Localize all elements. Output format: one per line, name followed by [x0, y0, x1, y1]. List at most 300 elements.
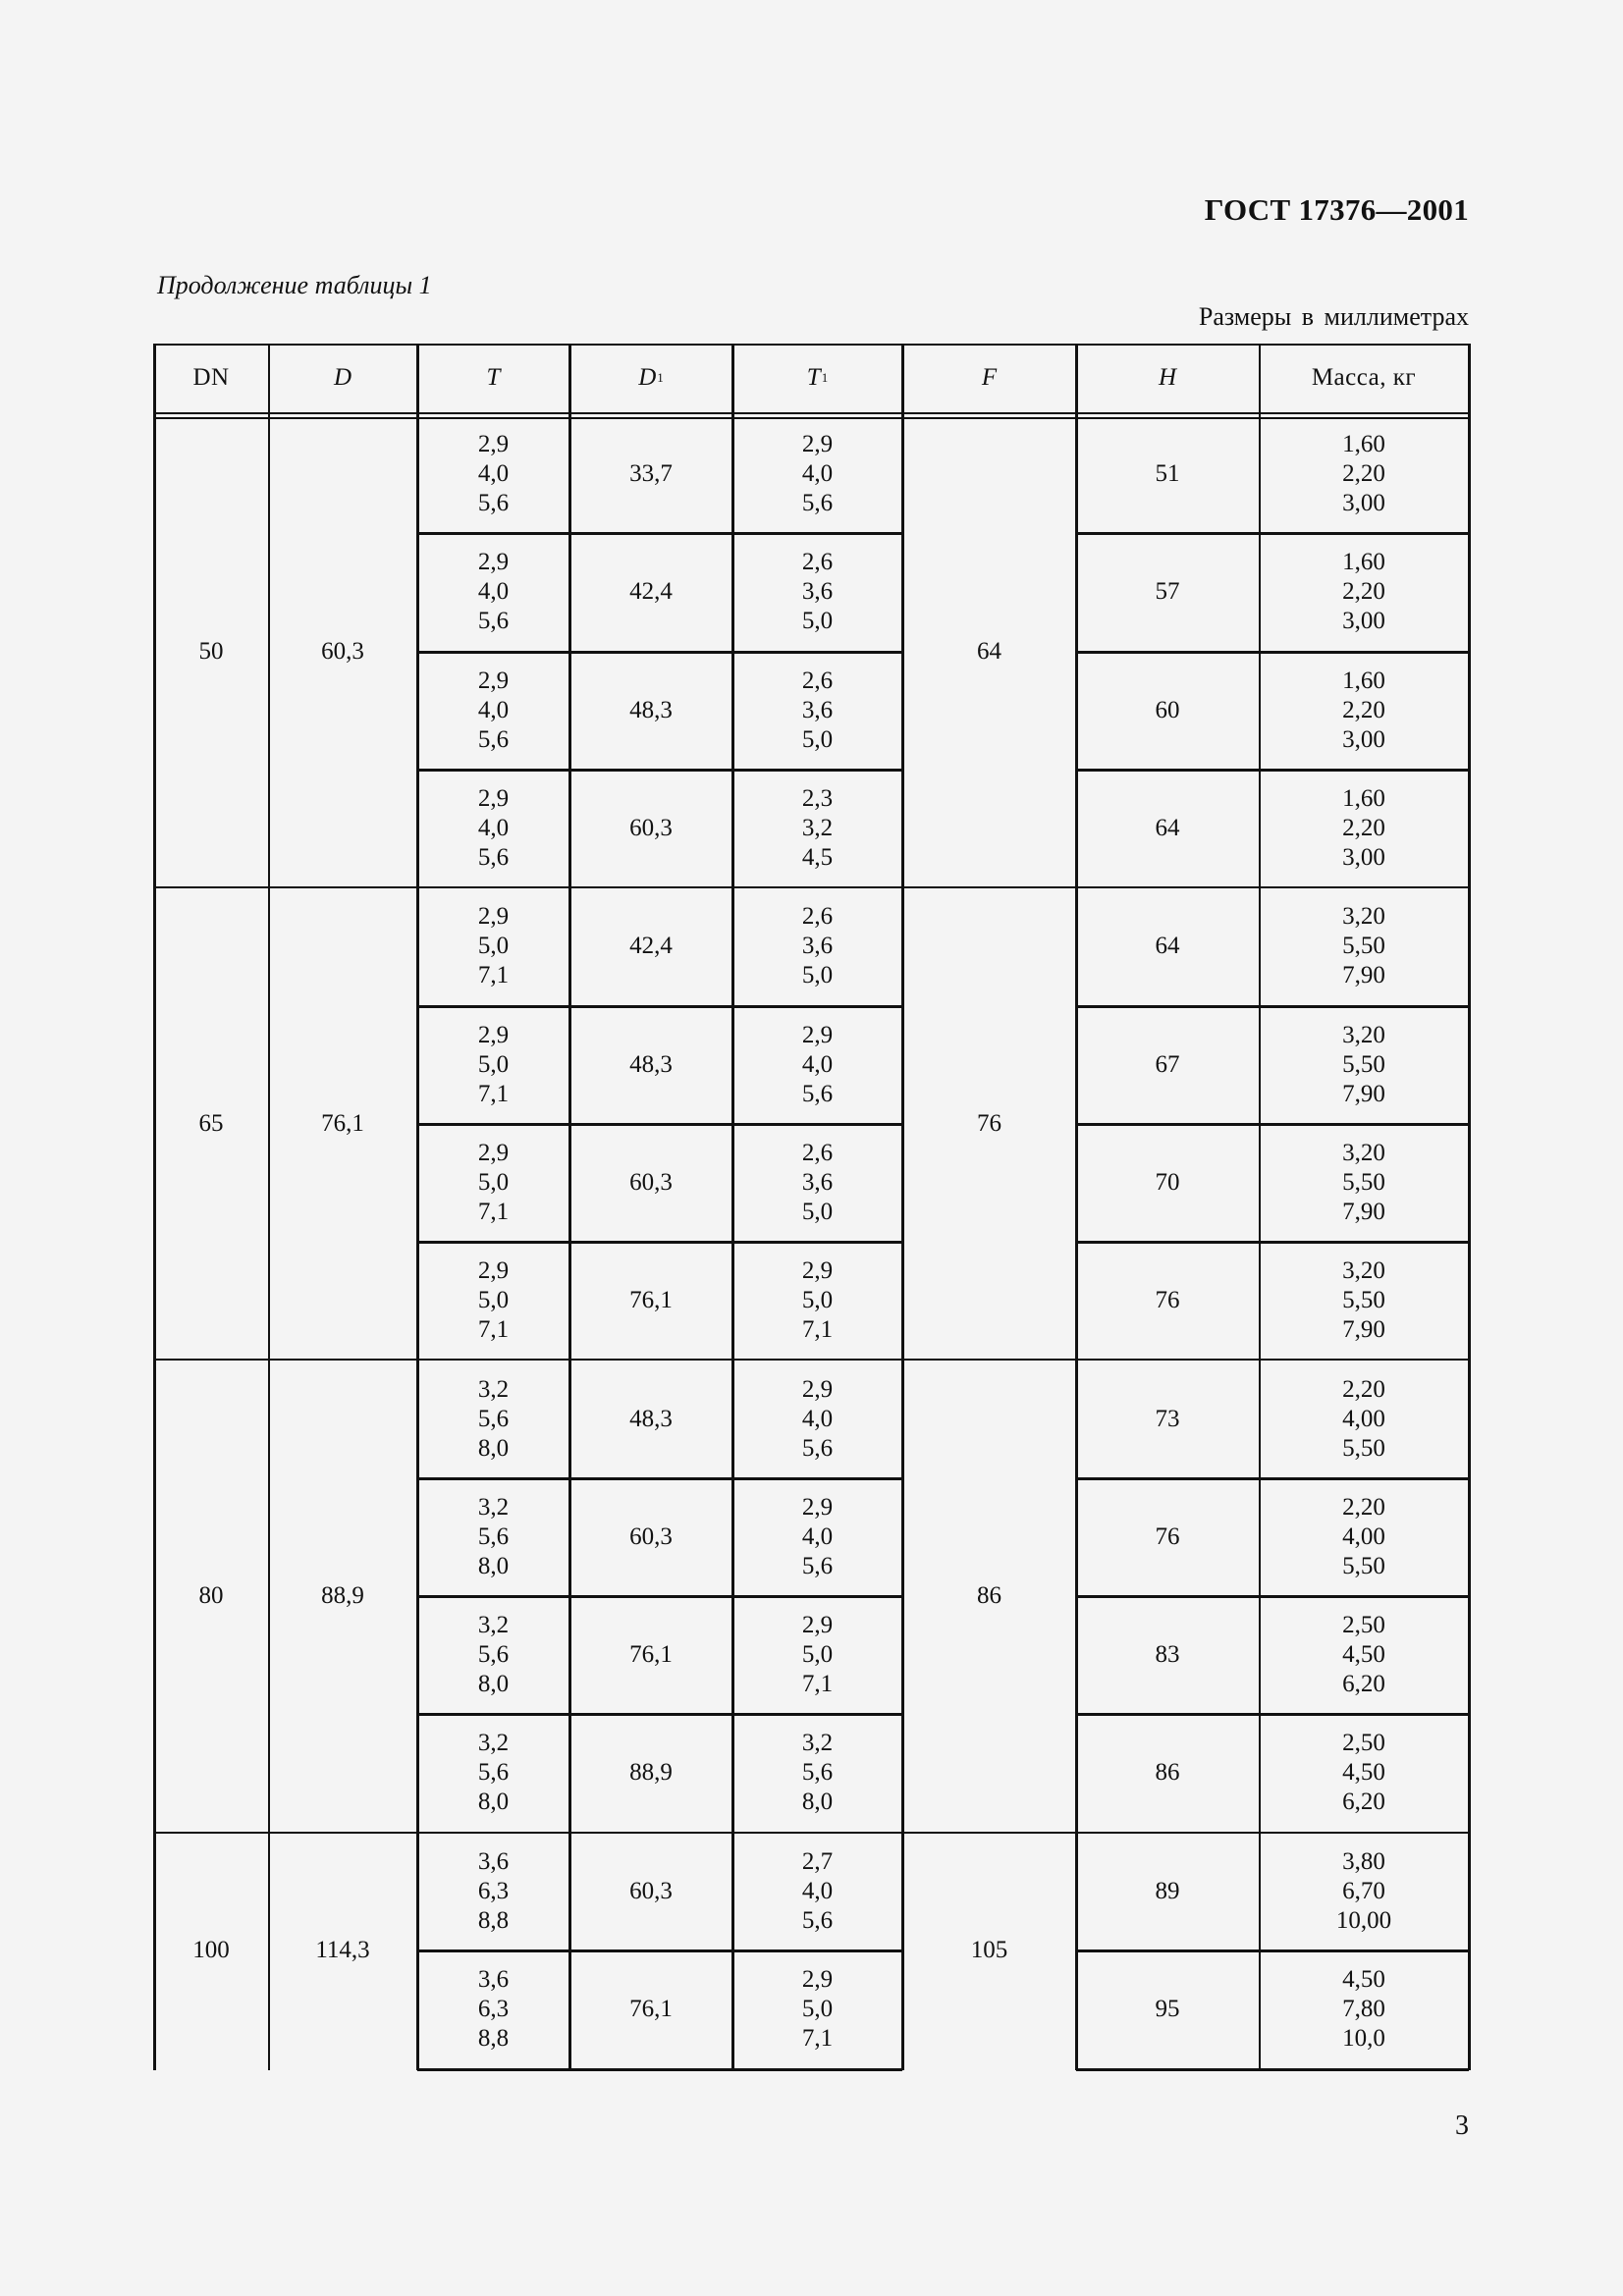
h-cell [1076, 1360, 1259, 1477]
column-header-label: D [333, 364, 352, 391]
t-value: 6,3 [477, 1877, 510, 1904]
d1-value: 48,3 [629, 1050, 673, 1078]
mass-value: 3,20 [1342, 903, 1385, 931]
t1-value: 3,6 [801, 933, 834, 960]
t1-cell [732, 1478, 902, 1596]
t-value: 5,0 [477, 1050, 510, 1078]
column-header-subscript: 1 [821, 370, 829, 385]
h-value: 73 [1155, 1405, 1180, 1432]
f-value: 76 [977, 1109, 1001, 1137]
mass-stack [1342, 430, 1385, 518]
mass-stack [1342, 1256, 1385, 1345]
t-cell [417, 652, 569, 770]
t1-cell [732, 1833, 902, 1950]
t-value: 8,8 [477, 2025, 510, 2053]
f-cell [902, 887, 1076, 1360]
t1-value: 5,6 [801, 490, 834, 517]
h-cell [1076, 652, 1259, 770]
t1-value: 5,6 [801, 1552, 834, 1579]
mass-value: 2,50 [1342, 1730, 1385, 1757]
t1-cell [732, 1360, 902, 1477]
t-value: 2,9 [477, 667, 510, 694]
h-cell [1076, 1596, 1259, 1714]
mass-stack [1342, 1375, 1385, 1464]
t1-stack [802, 1611, 833, 1699]
d-value: 88,9 [321, 1581, 364, 1609]
mass-value: 3,20 [1342, 1257, 1385, 1285]
h-cell [1076, 415, 1259, 533]
mass-value: 3,20 [1342, 1021, 1385, 1048]
column-header-f [902, 344, 1076, 412]
mass-value: 4,50 [1342, 1641, 1385, 1669]
h-value: 76 [1155, 1287, 1180, 1314]
mass-value: 10,0 [1342, 2025, 1385, 2053]
t1-value: 7,1 [801, 1316, 834, 1344]
d1-cell [569, 1124, 732, 1242]
t-stack [478, 1493, 509, 1581]
t-value: 3,6 [477, 1847, 510, 1875]
t-stack [478, 784, 509, 873]
t1-value: 2,9 [801, 1021, 834, 1048]
t-value: 2,9 [477, 1021, 510, 1048]
t-value: 2,9 [477, 1139, 510, 1166]
t1-stack [802, 430, 833, 518]
t-cell [417, 1596, 569, 1714]
t1-stack [802, 1847, 833, 1936]
d1-cell [569, 1833, 732, 1950]
t1-value: 2,9 [801, 1375, 834, 1403]
t1-stack [802, 1493, 833, 1581]
d1-cell [569, 1478, 732, 1596]
t-stack [478, 667, 509, 755]
t-value: 8,0 [477, 1789, 510, 1816]
t-value: 4,0 [477, 696, 510, 723]
t1-stack [802, 548, 833, 636]
d1-value: 60,3 [629, 1168, 673, 1196]
h-cell [1076, 1242, 1259, 1360]
d1-cell [569, 652, 732, 770]
t1-stack [802, 902, 833, 990]
t1-cell [732, 415, 902, 533]
t-stack [478, 1021, 509, 1109]
h-value: 83 [1155, 1641, 1180, 1669]
dn-cell [154, 1360, 268, 1832]
t1-value: 2,6 [801, 549, 834, 576]
t-cell [417, 1478, 569, 1596]
mass-value: 7,90 [1342, 1198, 1385, 1225]
t1-value: 2,6 [801, 903, 834, 931]
mass-value: 4,00 [1342, 1522, 1385, 1550]
h-cell [1076, 533, 1259, 651]
units-note: Размеры в миллиметрах [1198, 302, 1469, 331]
t-value: 5,6 [477, 490, 510, 517]
t-cell [417, 533, 569, 651]
d1-cell [569, 1006, 732, 1124]
mass-value: 5,50 [1342, 1050, 1385, 1078]
dn-cell [154, 1833, 268, 2069]
mass-stack [1342, 1139, 1385, 1227]
t-stack [478, 1847, 509, 1936]
d-cell [268, 1360, 417, 1832]
mass-value: 3,00 [1342, 608, 1385, 635]
mass-cell [1259, 770, 1469, 887]
mass-value: 1,60 [1342, 431, 1385, 458]
t1-stack [802, 667, 833, 755]
t-value: 4,0 [477, 815, 510, 842]
mass-value: 2,20 [1342, 815, 1385, 842]
mass-cell [1259, 1950, 1469, 2068]
dn-value: 100 [192, 1936, 230, 1963]
t1-value: 5,0 [801, 1641, 834, 1669]
mass-cell [1259, 1242, 1469, 1360]
mass-stack [1342, 548, 1385, 636]
t-cell [417, 1242, 569, 1360]
f-value: 105 [970, 1936, 1008, 1963]
column-header-h [1076, 344, 1259, 412]
t-stack [478, 902, 509, 990]
t-value: 8,0 [477, 1434, 510, 1462]
d1-cell [569, 770, 732, 887]
mass-stack [1342, 1493, 1385, 1581]
h-value: 76 [1155, 1522, 1180, 1550]
d-cell [268, 415, 417, 887]
t1-cell [732, 1714, 902, 1832]
d-value: 60,3 [321, 637, 364, 665]
t-stack [478, 1965, 509, 2054]
mass-cell [1259, 887, 1469, 1005]
f-value: 64 [977, 637, 1001, 665]
d1-value: 60,3 [629, 815, 673, 842]
mass-cell [1259, 1714, 1469, 1832]
t1-value: 4,0 [801, 1050, 834, 1078]
mass-value: 1,60 [1342, 785, 1385, 813]
t-stack [478, 1256, 509, 1345]
t1-value: 2,9 [801, 1966, 834, 1994]
t-stack [478, 1139, 509, 1227]
column-header-d [268, 344, 417, 412]
t-cell [417, 1006, 569, 1124]
d-value: 76,1 [321, 1109, 364, 1137]
header-bottom-rule [154, 412, 1469, 414]
t1-stack [802, 1965, 833, 2054]
h-cell [1076, 1124, 1259, 1242]
t1-value: 3,6 [801, 696, 834, 723]
column-header-t1 [732, 344, 902, 412]
h-value: 60 [1155, 696, 1180, 723]
mass-stack [1342, 1021, 1385, 1109]
t1-cell [732, 770, 902, 887]
d1-value: 88,9 [629, 1759, 673, 1787]
f-cell [902, 415, 1076, 887]
dn-value: 80 [198, 1581, 224, 1609]
t-cell [417, 770, 569, 887]
t1-value: 5,6 [801, 1906, 834, 1934]
f-cell [902, 1360, 1076, 1832]
t-value: 2,9 [477, 903, 510, 931]
mass-value: 4,50 [1342, 1759, 1385, 1787]
t-cell [417, 415, 569, 533]
h-value: 70 [1155, 1168, 1180, 1196]
t-value: 5,0 [477, 1287, 510, 1314]
dn-cell [154, 887, 268, 1360]
mass-value: 2,20 [1342, 460, 1385, 488]
h-value: 64 [1155, 933, 1180, 960]
t-value: 5,6 [477, 844, 510, 872]
t1-cell [732, 1006, 902, 1124]
d1-cell [569, 887, 732, 1005]
t-cell [417, 887, 569, 1005]
t-stack [478, 548, 509, 636]
t-value: 2,9 [477, 431, 510, 458]
d1-value: 42,4 [629, 933, 673, 960]
t-value: 8,0 [477, 1671, 510, 1698]
t-value: 7,1 [477, 1316, 510, 1344]
t-value: 7,1 [477, 1080, 510, 1107]
column-header-d1 [569, 344, 732, 412]
d1-cell [569, 1596, 732, 1714]
page-number: 3 [1455, 2110, 1469, 2141]
h-value: 67 [1155, 1050, 1180, 1078]
t-stack [478, 1729, 509, 1817]
mass-value: 7,90 [1342, 1080, 1385, 1107]
h-value: 95 [1155, 1996, 1180, 2023]
t1-stack [802, 1375, 833, 1464]
f-cell [902, 1833, 1076, 2069]
t1-cell [732, 1596, 902, 1714]
dn-value: 65 [198, 1109, 224, 1137]
h-value: 51 [1155, 460, 1180, 488]
mass-cell [1259, 533, 1469, 651]
t-value: 3,2 [477, 1730, 510, 1757]
mass-value: 2,20 [1342, 1493, 1385, 1521]
h-cell [1076, 1714, 1259, 1832]
t1-value: 3,6 [801, 578, 834, 606]
dn-cell [154, 415, 268, 887]
h-value: 64 [1155, 815, 1180, 842]
h-value: 89 [1155, 1877, 1180, 1904]
t-value: 4,0 [477, 460, 510, 488]
mass-value: 2,20 [1342, 696, 1385, 723]
mass-value: 2,50 [1342, 1612, 1385, 1639]
d-cell [268, 1833, 417, 2069]
t1-value: 2,7 [801, 1847, 834, 1875]
table-bottom-rule [1076, 2068, 1469, 2071]
h-value: 86 [1155, 1759, 1180, 1787]
t1-value: 3,2 [801, 815, 834, 842]
column-header-t [417, 344, 569, 412]
d1-cell [569, 1714, 732, 1832]
t1-value: 2,6 [801, 667, 834, 694]
t1-value: 3,6 [801, 1168, 834, 1196]
t1-cell [732, 533, 902, 651]
t1-value: 4,0 [801, 1877, 834, 1904]
dimensions-table [154, 344, 1469, 2098]
t-value: 3,2 [477, 1612, 510, 1639]
t-value: 2,9 [477, 785, 510, 813]
t1-value: 2,9 [801, 1612, 834, 1639]
t1-value: 4,5 [801, 844, 834, 872]
d1-value: 76,1 [629, 1641, 673, 1669]
mass-stack [1336, 1847, 1391, 1936]
t-cell [417, 1360, 569, 1477]
d-cell [268, 887, 417, 1360]
mass-stack [1342, 1965, 1385, 2054]
d1-value: 76,1 [629, 1287, 673, 1314]
mass-value: 2,20 [1342, 1375, 1385, 1403]
t-value: 5,0 [477, 1168, 510, 1196]
t1-value: 4,0 [801, 1405, 834, 1432]
mass-cell [1259, 652, 1469, 770]
column-header-mass [1259, 344, 1469, 412]
mass-value: 3,20 [1342, 1139, 1385, 1166]
t1-value: 2,3 [801, 785, 834, 813]
t-value: 3,6 [477, 1966, 510, 1994]
mass-stack [1342, 667, 1385, 755]
t1-stack [802, 1256, 833, 1345]
mass-value: 4,50 [1342, 1966, 1385, 1994]
d1-cell [569, 1360, 732, 1477]
column-header-label: F [981, 364, 998, 391]
t1-value: 5,0 [801, 608, 834, 635]
mass-value: 6,20 [1342, 1671, 1385, 1698]
h-value: 57 [1155, 578, 1180, 606]
mass-value: 10,00 [1335, 1906, 1392, 1934]
mass-value: 3,00 [1342, 844, 1385, 872]
t-cell [417, 1950, 569, 2068]
t-value: 2,9 [477, 1257, 510, 1285]
column-header-label: H [1158, 364, 1177, 391]
h-cell [1076, 770, 1259, 887]
t-stack [478, 1611, 509, 1699]
mass-value: 3,80 [1342, 1847, 1385, 1875]
column-header-subscript: 1 [657, 370, 664, 385]
t1-stack [802, 1729, 833, 1817]
column-header-label: D [638, 364, 657, 391]
t1-value: 7,1 [801, 1671, 834, 1698]
t-value: 5,6 [477, 1759, 510, 1787]
mass-value: 6,70 [1342, 1877, 1385, 1904]
mass-value: 6,20 [1342, 1789, 1385, 1816]
t1-value: 5,0 [801, 962, 834, 989]
d1-value: 42,4 [629, 578, 673, 606]
t1-cell [732, 1242, 902, 1360]
column-header-label: T [806, 364, 821, 391]
t1-value: 5,6 [801, 1080, 834, 1107]
t1-value: 5,0 [801, 1198, 834, 1225]
t1-cell [732, 652, 902, 770]
d-value: 114,3 [315, 1936, 370, 1963]
mass-value: 5,50 [1342, 1434, 1385, 1462]
t1-cell [732, 1950, 902, 2068]
table-caption: Продолжение таблицы 1 [157, 271, 432, 299]
f-value: 86 [977, 1581, 1001, 1609]
t-value: 5,6 [477, 1522, 510, 1550]
h-cell [1076, 1006, 1259, 1124]
mass-cell [1259, 1124, 1469, 1242]
mass-value: 1,60 [1342, 667, 1385, 694]
mass-cell [1259, 1478, 1469, 1596]
mass-cell [1259, 1596, 1469, 1714]
h-cell [1076, 1833, 1259, 1950]
t1-value: 4,0 [801, 460, 834, 488]
column-header-dn [154, 344, 268, 412]
d1-cell [569, 1242, 732, 1360]
d1-value: 60,3 [629, 1522, 673, 1550]
t1-value: 2,9 [801, 431, 834, 458]
mass-value: 3,00 [1342, 725, 1385, 753]
mass-stack [1342, 784, 1385, 873]
column-header-label: DN [192, 364, 230, 391]
dn-value: 50 [198, 637, 224, 665]
d1-value: 76,1 [629, 1996, 673, 2023]
t-value: 4,0 [477, 578, 510, 606]
t-value: 6,3 [477, 1996, 510, 2023]
h-cell [1076, 1950, 1259, 2068]
t1-value: 7,1 [801, 2025, 834, 2053]
column-header-label: Масса, кг [1311, 364, 1417, 391]
h-cell [1076, 887, 1259, 1005]
mass-value: 7,90 [1342, 1316, 1385, 1344]
t-value: 5,0 [477, 933, 510, 960]
t-cell [417, 1124, 569, 1242]
column-header-label: T [486, 364, 501, 391]
mass-value: 5,50 [1342, 933, 1385, 960]
mass-value: 5,50 [1342, 1552, 1385, 1579]
t1-value: 5,0 [801, 1996, 834, 2023]
mass-value: 2,20 [1342, 578, 1385, 606]
t-value: 8,0 [477, 1552, 510, 1579]
t1-value: 3,2 [801, 1730, 834, 1757]
t1-value: 5,0 [801, 725, 834, 753]
t-value: 8,8 [477, 1906, 510, 1934]
t-value: 5,6 [477, 1641, 510, 1669]
mass-value: 1,60 [1342, 549, 1385, 576]
mass-value: 7,90 [1342, 962, 1385, 989]
mass-value: 5,50 [1342, 1287, 1385, 1314]
d1-cell [569, 533, 732, 651]
t1-value: 2,6 [801, 1139, 834, 1166]
d1-value: 48,3 [629, 696, 673, 723]
mass-value: 7,80 [1342, 1996, 1385, 2023]
mass-cell [1259, 1833, 1469, 1950]
t-value: 7,1 [477, 1198, 510, 1225]
t1-stack [802, 1139, 833, 1227]
t1-value: 5,6 [801, 1434, 834, 1462]
mass-value: 5,50 [1342, 1168, 1385, 1196]
t1-value: 8,0 [801, 1789, 834, 1816]
mass-value: 4,00 [1342, 1405, 1385, 1432]
mass-stack [1342, 1729, 1385, 1817]
t-value: 2,9 [477, 549, 510, 576]
t1-cell [732, 1124, 902, 1242]
t-stack [478, 1375, 509, 1464]
t-value: 5,6 [477, 608, 510, 635]
d1-value: 33,7 [629, 460, 673, 488]
t1-value: 2,9 [801, 1257, 834, 1285]
mass-cell [1259, 1360, 1469, 1477]
t1-value: 5,6 [801, 1759, 834, 1787]
t-value: 5,6 [477, 1405, 510, 1432]
t-cell [417, 1714, 569, 1832]
document-code: ГОСТ 17376—2001 [1204, 192, 1469, 227]
t1-stack [802, 784, 833, 873]
t1-stack [802, 1021, 833, 1109]
mass-stack [1342, 902, 1385, 990]
t-stack [478, 430, 509, 518]
t-value: 5,6 [477, 725, 510, 753]
mass-stack [1342, 1611, 1385, 1699]
t-value: 3,2 [477, 1493, 510, 1521]
